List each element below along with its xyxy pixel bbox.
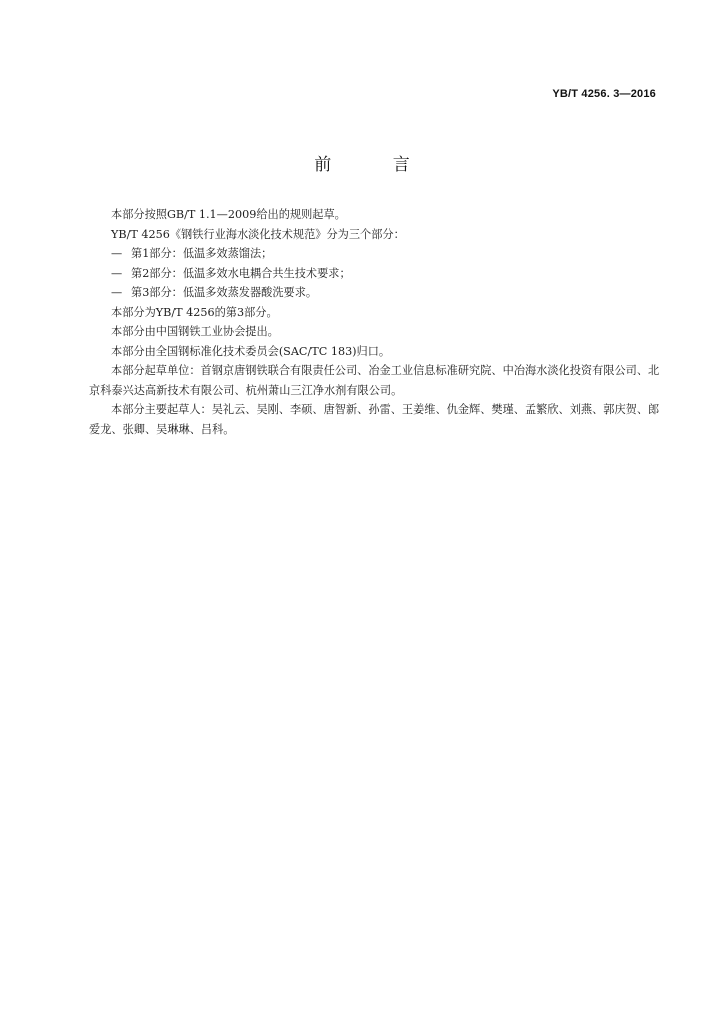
page-title: 前 言	[314, 155, 438, 175]
list-item-text: 第1部分：低温多效蒸馏法；	[131, 247, 273, 260]
list-dash: —	[111, 266, 123, 280]
list-dash: —	[111, 286, 123, 299]
list-item-text: 第2部分：低温多效水电耦合共生技术要求；	[131, 266, 351, 280]
standard-code: YB/T 4256. 3—2016	[552, 88, 656, 100]
list-item-text: 第3部分：低温多效蒸发器酸洗要求。	[131, 286, 318, 299]
list-item	[89, 264, 663, 284]
list-dash: —	[111, 247, 123, 260]
list-item	[89, 283, 663, 303]
paragraph-drafters: 本部分主要起草人：吴礼云、吴刚、李硕、唐智新、孙雷、王姜维、仇金辉、樊瑾、孟繁欣、刘燕、郭庆贺、郎爱龙、张卿、吴琳琳、吕科。	[89, 403, 660, 436]
paragraph-drafting-rules: 本部分按照GB/T 1.1—2009给出的规则起草。	[111, 208, 346, 221]
paragraph-drafting-units: 本部分起草单位：首钢京唐钢铁联合有限责任公司、冶金工业信息标准研究院、中冶海水淡化投资有限公司、北京科泰兴达高新技术有限公司、杭州萧山三江净水剂有限公司。	[89, 364, 660, 397]
paragraph-proposed-by: 本部分由中国钢铁工业协会提出。	[111, 325, 279, 338]
list-item	[89, 244, 663, 264]
paragraph-parts-intro: YB/T 4256《钢铁行业海水淡化技术规范》分为三个部分：	[111, 227, 405, 241]
paragraph-administered-by: 本部分由全国钢标准化技术委员会(SAC/TC 183)归口。	[111, 344, 391, 358]
paragraph-part-number: 本部分为YB/T 4256的第3部分。	[111, 305, 278, 319]
foreword-body	[89, 205, 663, 439]
